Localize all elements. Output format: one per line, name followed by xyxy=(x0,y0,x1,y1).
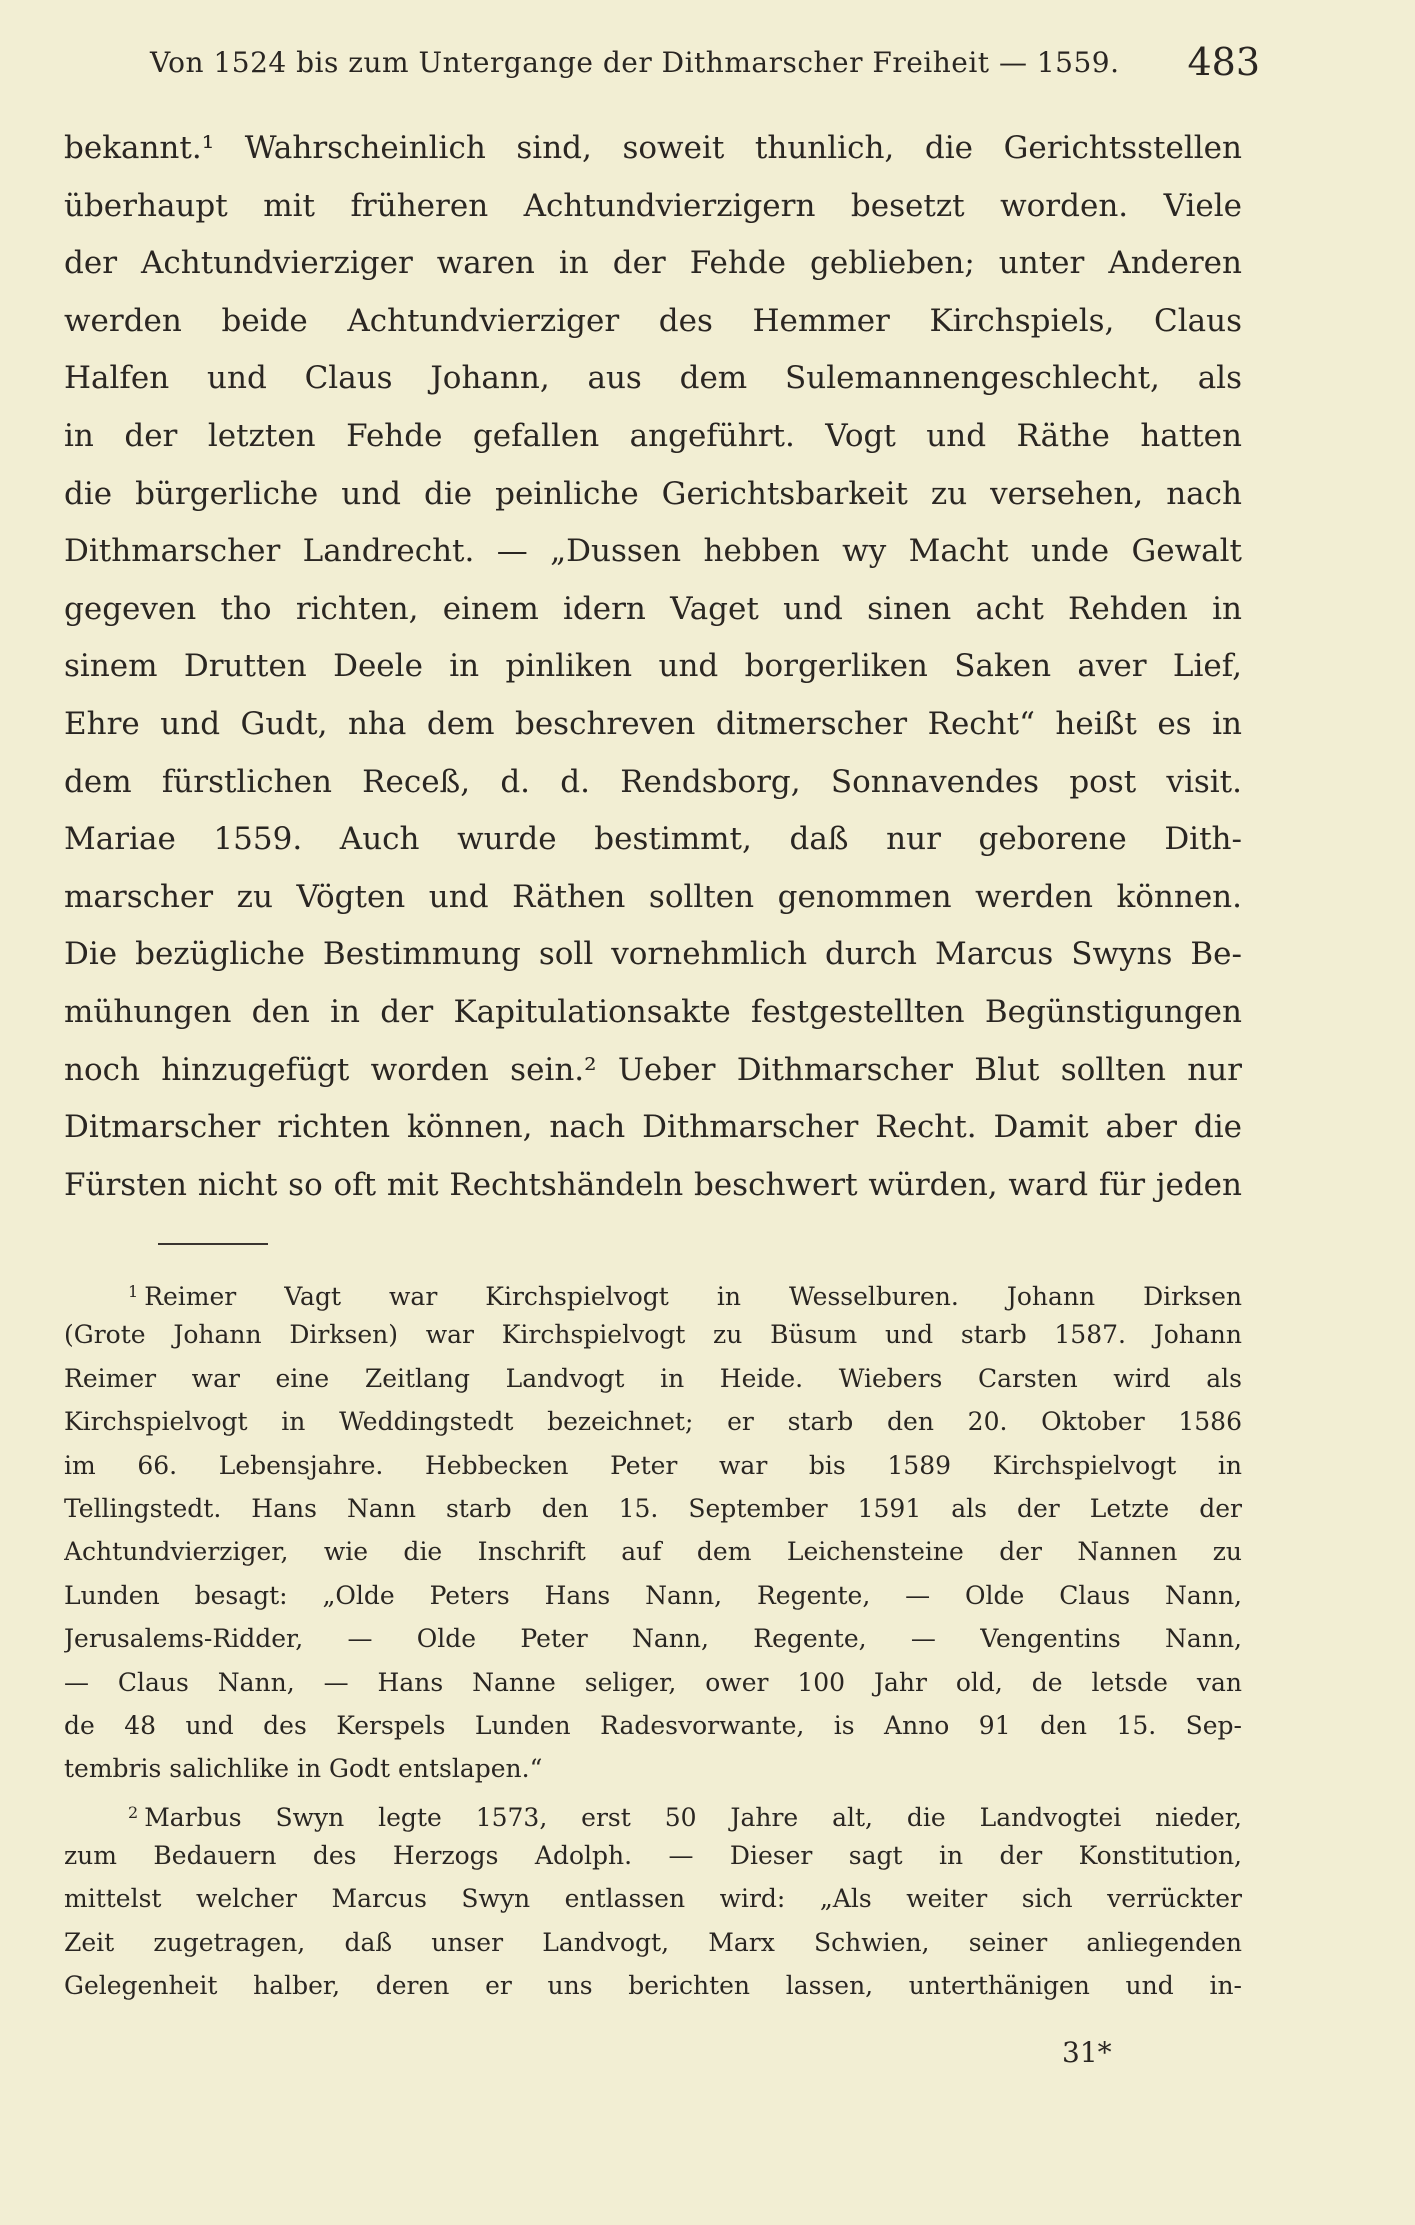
footnote-line: zum Bedauern des Herzogs Adolph. — Dieser sagt in der Konstitution, xyxy=(64,1841,1242,1871)
main-text xyxy=(64,120,1242,1214)
text-line: dem fürstlichen Receß, d. d. Rendsborg, Sonnavendes post visit. xyxy=(64,763,1242,800)
text-line: Die bezügliche Bestimmung soll vornehmlich durch Marcus Swyns Be- xyxy=(64,936,1242,973)
footnote-text: Marbus Swyn legte 1573, erst 50 Jahre alt, die Landvogtei nieder, xyxy=(144,1802,1242,1832)
footnote-line: Kirchspielvogt in Weddingstedt bezeichnet; er starb den 20. Oktober 1586 xyxy=(64,1407,1242,1437)
text-line: überhaupt mit früheren Achtundvierzigern besetzt worden. Viele xyxy=(64,187,1242,224)
footnote-line: Achtundvierziger, wie die Inschrift auf dem Leichensteine der Nannen zu xyxy=(64,1537,1242,1567)
footnote-line: im 66. Lebensjahre. Hebbecken Peter war bis 1589 Kirchspielvogt in xyxy=(64,1450,1242,1480)
text-line: Mariae 1559. Auch wurde bestimmt, daß nur geborene Dith- xyxy=(64,821,1242,858)
footnote-line: de 48 und des Kerspels Lunden Radesvorwante, is Anno 91 den 15. Sep- xyxy=(64,1710,1242,1740)
text-line: Ehre und Gudt, nha dem beschreven ditmerscher Recht“ heißt es in xyxy=(64,705,1242,742)
text-line: werden beide Achtundvierziger des Hemmer Kirchspiels, Claus xyxy=(64,302,1242,339)
text-line: der Achtundvierziger waren in der Fehde geblieben; unter Anderen xyxy=(64,245,1242,282)
footnote-line: Jerusalems-Ridder, — Olde Peter Nann, Regente, — Vengentins Nann, xyxy=(64,1624,1242,1654)
page-number: 483 xyxy=(1187,40,1260,84)
footnote-line: Zeit zugetragen, daß unser Landvogt, Marx Schwien, seiner anliegenden xyxy=(64,1927,1242,1957)
footnote-marker: 2 xyxy=(128,1802,139,1822)
text-line: noch hinzugefügt worden sein.² Ueber Dithmarscher Blut sollten nur xyxy=(64,1051,1242,1088)
footnote-line: Lunden besagt: „Olde Peters Hans Nann, Regente, — Olde Claus Nann, xyxy=(64,1580,1242,1610)
footnote-1-first-line xyxy=(64,1270,1242,1313)
footnotes xyxy=(64,1270,1242,2008)
footnote-line: tembris salichlike in Godt entslapen.“ xyxy=(64,1754,543,1784)
text-line: Dithmarscher Landrecht. — „Dussen hebben wy Macht unde Gewalt xyxy=(64,533,1242,570)
footnote-line: Tellingstedt. Hans Nann starb den 15. September 1591 als der Letzte der xyxy=(64,1493,1242,1523)
footnote-text: Reimer Vagt war Kirchspielvogt in Wesselburen. Johann Dirksen xyxy=(144,1282,1242,1311)
text-line: sinem Drutten Deele in pinliken und borgerliken Saken aver Lief, xyxy=(64,648,1242,685)
text-line: bekannt.¹ Wahrscheinlich sind, soweit thunlich, die Gerichtsstellen xyxy=(64,130,1242,166)
footnote-line: (Grote Johann Dirksen) war Kirchspielvogt zu Büsum und starb 1587. Johann xyxy=(64,1320,1242,1350)
footnote-line: Reimer war eine Zeitlang Landvogt in Heide. Wiebers Carsten wird als xyxy=(64,1363,1242,1393)
footnote-line: — Claus Nann, — Hans Nanne seliger, ower 100 Jahr old, de letsde van xyxy=(64,1667,1242,1697)
text-line: Fürsten nicht so oft mit Rechtshändeln beschwert würden, ward für jeden xyxy=(64,1166,1242,1203)
text-line: die bürgerliche und die peinliche Gerichtsbarkeit zu versehen, nach xyxy=(64,475,1242,512)
text-line: marscher zu Vögten und Räthen sollten genommen werden können. xyxy=(64,878,1242,915)
signature-mark: 31* xyxy=(1062,2036,1112,2069)
footnote-2-first-line xyxy=(64,1791,1242,1834)
footnote-line: mittelst welcher Marcus Swyn entlassen wird: „Als weiter sich verrückter xyxy=(64,1884,1242,1914)
header-title: Von 1524 bis zum Untergange der Dithmarscher Freiheit — 1559. xyxy=(150,46,1120,79)
running-header xyxy=(150,40,1260,100)
footnote-divider xyxy=(158,1243,268,1245)
text-line: Halfen und Claus Johann, aus dem Sulemannengeschlecht, als xyxy=(64,360,1242,397)
text-line: in der letzten Fehde gefallen angeführt. Vogt und Räthe hatten xyxy=(64,417,1242,454)
footnote-marker: 1 xyxy=(128,1282,139,1301)
text-line: Ditmarscher richten können, nach Dithmarscher Recht. Damit aber die xyxy=(64,1109,1242,1146)
text-line: gegeven tho richten, einem idern Vaget und sinen acht Rehden in xyxy=(64,590,1242,627)
text-line: mühungen den in der Kapitulationsakte festgestellten Begünstigungen xyxy=(64,993,1242,1030)
footnote-line: Gelegenheit halber, deren er uns berichten lassen, unterthänigen und in- xyxy=(64,1971,1242,2001)
